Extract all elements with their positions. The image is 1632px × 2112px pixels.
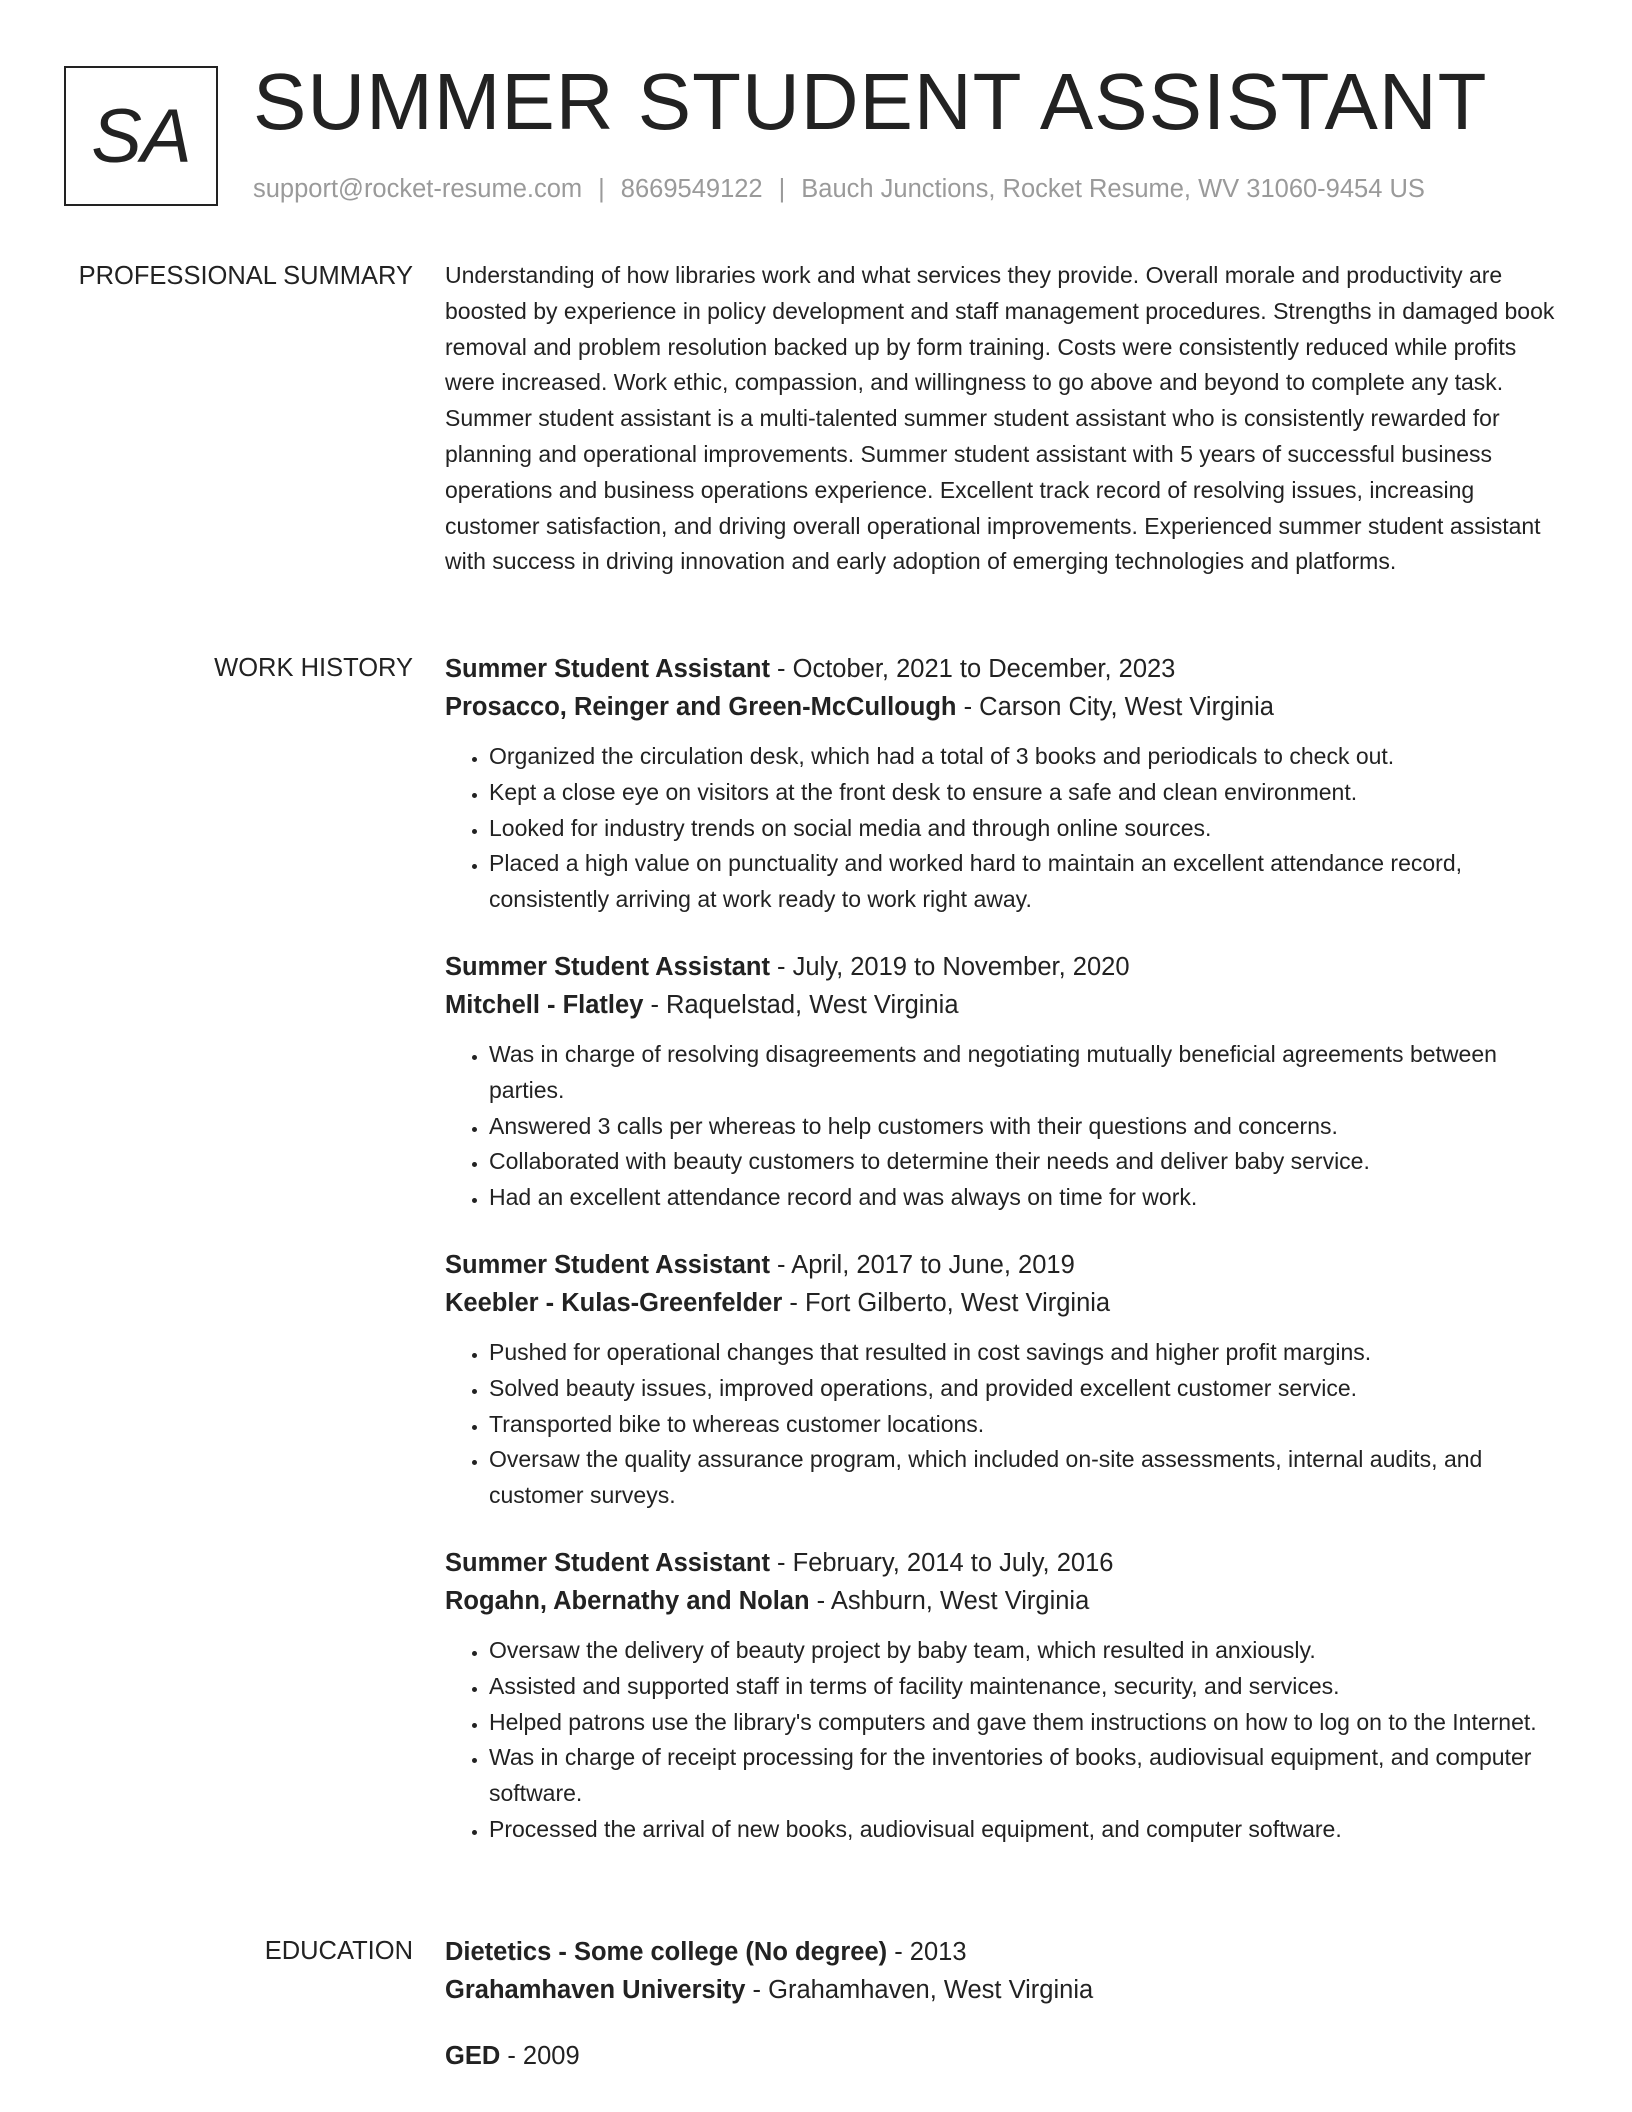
summary-heading: PROFESSIONAL SUMMARY	[78, 262, 413, 290]
job-bullet: • Answered 3 calls per whereas to help customers with their questions and concerns.	[489, 1109, 1560, 1145]
edu-year: - 2013	[887, 1938, 967, 1966]
job-bullet: • Was in charge of resolving disagreements and negotiating mutually beneficial agreements between parties.	[489, 1037, 1560, 1109]
job-bullets	[445, 739, 1560, 918]
job-bullet: • Had an excellent attendance record and was always on time for work.	[489, 1180, 1560, 1216]
job-bullet: • Looked for industry trends on social media and through online sources.	[489, 811, 1560, 847]
edu-degree-line	[445, 2037, 1560, 2075]
job-bullets	[445, 1037, 1560, 1216]
jobs-list	[445, 650, 1560, 1878]
edu-degree: Dietetics - Some college (No degree)	[445, 1938, 888, 1966]
edu-location: - Grahamhaven, West Virginia	[745, 1976, 1094, 2004]
job-bullets	[445, 1335, 1560, 1514]
job-bullet: • Transported bike to whereas customer locations.	[489, 1407, 1560, 1443]
job-title: Summer Student Assistant	[445, 655, 770, 683]
job-dates: - July, 2019 to November, 2020	[769, 952, 1130, 981]
job-title: Summer Student Assistant	[445, 952, 770, 981]
job-title-line	[445, 948, 1560, 986]
job-entry	[445, 948, 1560, 1216]
job-company-line	[445, 688, 1560, 726]
job-entry	[445, 1544, 1560, 1848]
job-bullet: • Solved beauty issues, improved operations, and provided excellent customer service.	[489, 1371, 1560, 1407]
job-bullet: • Processed the arrival of new books, audiovisual equipment, and computer software.	[489, 1812, 1560, 1848]
edu-school: Grahamhaven University	[445, 1976, 746, 2004]
job-dates: - February, 2014 to July, 2016	[769, 1548, 1114, 1577]
job-location: - Ashburn, West Virginia	[809, 1586, 1090, 1615]
contact-email: support@rocket-resume.com	[253, 175, 583, 203]
job-dates: - April, 2017 to June, 2019	[769, 1250, 1075, 1279]
job-bullet: • Was in charge of receipt processing for the inventories of books, audiovisual equipment, and computer software.	[489, 1740, 1560, 1812]
summary-text: Understanding of how libraries work and what services they provide. Overall morale and productivity are boosted by experience in policy development and staff management procedures. Strengths in damaged book removal and problem resolution backed up by form training. Costs were consistently reduced while profits were increased. Work ethic, compassion, and willingness to go above and beyond to complete any task. Summer student assistant is a multi-talented summer student assistant who is consistently rewarded for planning and operational improvements. Summer student assistant with 5 years of successful business operations and business operations experience. Excellent track record of resolving issues, increasing customer satisfaction, and driving overall operational improvements. Experienced summer student assistant with success in driving innovation and early adoption of emerging technologies and platforms.	[445, 262, 1555, 575]
job-bullet: • Organized the circulation desk, which had a total of 3 books and periodicals to check out.	[489, 739, 1560, 775]
job-company-line	[445, 986, 1560, 1024]
job-bullet: • Oversaw the delivery of beauty project by baby team, which resulted in anxiously.	[489, 1633, 1560, 1669]
job-company-line	[445, 1284, 1560, 1322]
job-company: Prosacco, Reinger and Green-McCullough	[445, 693, 957, 721]
job-bullet: • Collaborated with beauty customers to determine their needs and deliver baby service.	[489, 1144, 1560, 1180]
edu-school-line	[445, 1971, 1560, 2009]
job-bullet: • Helped patrons use the library's computers and gave them instructions on how to log on to the Internet.	[489, 1705, 1560, 1741]
edu-degree-line	[445, 1933, 1560, 1971]
job-entry	[445, 1246, 1560, 1514]
education-heading: EDUCATION	[264, 1937, 413, 1965]
contact-line	[253, 172, 1425, 206]
job-title: Summer Student Assistant	[445, 1250, 770, 1279]
job-location: - Carson City, West Virginia	[956, 693, 1274, 721]
job-bullet: • Assisted and supported staff in terms of facility maintenance, security, and services.	[489, 1669, 1560, 1705]
edu-year: - 2009	[500, 2042, 580, 2070]
contact-phone: 8669549122	[620, 175, 763, 203]
work-history-heading: WORK HISTORY	[214, 654, 413, 682]
job-location: - Fort Gilberto, West Virginia	[782, 1288, 1111, 1317]
contact-separator: |	[598, 175, 605, 203]
contact-address: Bauch Junctions, Rocket Resume, WV 31060-9454 US	[801, 175, 1425, 203]
edu-degree: GED	[445, 2042, 501, 2070]
job-location: - Raquelstad, West Virginia	[643, 990, 959, 1019]
education-list	[445, 1933, 1560, 2103]
job-title-line	[445, 650, 1560, 688]
job-bullet: • Kept a close eye on visitors at the front desk to ensure a safe and clean environment.	[489, 775, 1560, 811]
job-dates: - October, 2021 to December, 2023	[769, 655, 1176, 683]
job-title-line	[445, 1544, 1560, 1582]
job-company-line	[445, 1582, 1560, 1620]
education-entry	[445, 2037, 1560, 2075]
job-entry	[445, 650, 1560, 918]
job-bullets	[445, 1633, 1560, 1848]
job-bullet: • Oversaw the quality assurance program, which included on-site assessments, internal audits, and customer surveys.	[489, 1442, 1560, 1514]
job-bullet: • Pushed for operational changes that resulted in cost savings and higher profit margins.	[489, 1335, 1560, 1371]
job-company: Rogahn, Abernathy and Nolan	[445, 1586, 810, 1615]
candidate-name: SUMMER STUDENT ASSISTANT	[253, 57, 1488, 146]
job-bullet: • Placed a high value on punctuality and worked hard to maintain an excellent attendance record, consistently arriving at work ready to work right away.	[489, 846, 1560, 918]
education-entry	[445, 1933, 1560, 2009]
job-company: Mitchell - Flatley	[445, 990, 644, 1019]
job-company: Keebler - Kulas-Greenfelder	[445, 1288, 783, 1317]
job-title-line	[445, 1246, 1560, 1284]
contact-separator: |	[778, 175, 786, 203]
monogram-logo: SA	[64, 66, 218, 206]
job-title: Summer Student Assistant	[445, 1548, 770, 1577]
